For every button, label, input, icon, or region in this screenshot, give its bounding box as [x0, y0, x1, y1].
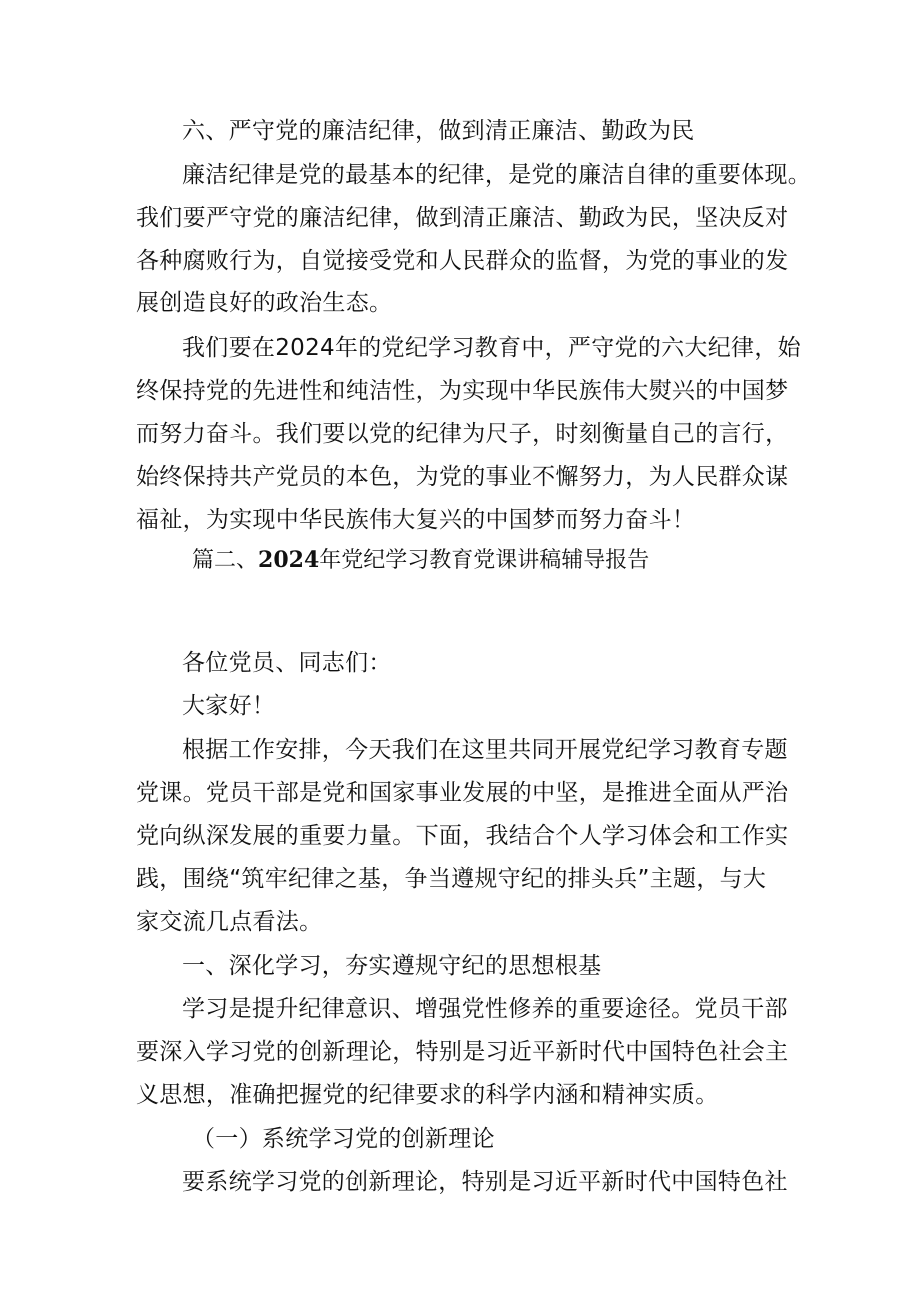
greeting: 各位党员、同志们：: [182, 650, 392, 676]
paragraph-line: 学习是提升纪律意识、增强党性修养的重要途径。党员干部: [182, 996, 788, 1022]
paragraph-line: 要系统学习党的创新理论，特别是习近平新时代中国特色社: [182, 1169, 788, 1195]
paragraph-line: 各种腐败行为，自觉接受党和人民群众的监督，为党的事业的发: [136, 248, 789, 274]
paragraph-line: 而努力奋斗。我们要以党的纪律为尺子，时刻衡量自己的言行，: [136, 421, 789, 447]
hello: 大家好！: [182, 693, 276, 719]
paragraph-line: 我们要在2024年的党纪学习教育中，严守党的六大纪律，始: [182, 335, 801, 361]
paragraph-line: 践，围绕“筑牢纪律之基，争当遵规守纪的排头兵”主题，与大: [136, 866, 767, 892]
paragraph-line: 要深入学习党的创新理论，特别是习近平新时代中国特色社会主: [136, 1039, 789, 1065]
paragraph-line: 终保持党的先进性和纯洁性，为实现中华民族伟大熨兴的中国梦: [136, 378, 789, 404]
paragraph-line: 始终保持共产党员的本色，为党的事业不懈努力，为人民群众谋: [136, 464, 789, 490]
paragraph-line: 家交流几点看法。: [136, 909, 323, 935]
paragraph-line: 展创造良好的政治生态。: [136, 290, 393, 316]
paragraph-line: 我们要严守党的廉洁纪律，做到清正廉洁、勤政为民，坚决反对: [136, 205, 789, 231]
sub-one-heading: （一）系统学习党的创新理论: [192, 1126, 495, 1152]
section-six-heading: 六、严守党的廉洁纪律，做到清正廉洁、勤政为民: [182, 118, 695, 144]
paragraph-line: 根据工作安排，今天我们在这里共同开展党纪学习教育专题: [182, 737, 788, 763]
paragraph-line: 党课。党员干部是党和国家事业发展的中坚，是推进全面从严治: [136, 780, 789, 806]
chapter-title-number: 2024: [258, 547, 320, 573]
paragraph-line: 义思想，准确把握党的纪律要求的科学内涵和精神实质。: [136, 1082, 719, 1108]
chapter-title-suffix: 年党纪学习教育党课讲稿辅导报告: [319, 548, 650, 573]
paragraph-line: 廉洁纪律是党的最基本的纪律，是党的廉洁自律的重要体现。: [182, 162, 812, 188]
chapter-title-prefix: 篇二、: [192, 548, 259, 573]
paragraph-line: 福祉，为实现中华民族伟大复兴的中国梦而努力奋斗！: [136, 507, 696, 533]
point-one-heading: 一、深化学习，夯实遵规守纪的思想根基: [182, 953, 602, 979]
chapter-two-title: [192, 545, 649, 576]
paragraph-line: 党向纵深发展的重要力量。下面，我结合个人学习体会和工作实: [136, 823, 789, 849]
